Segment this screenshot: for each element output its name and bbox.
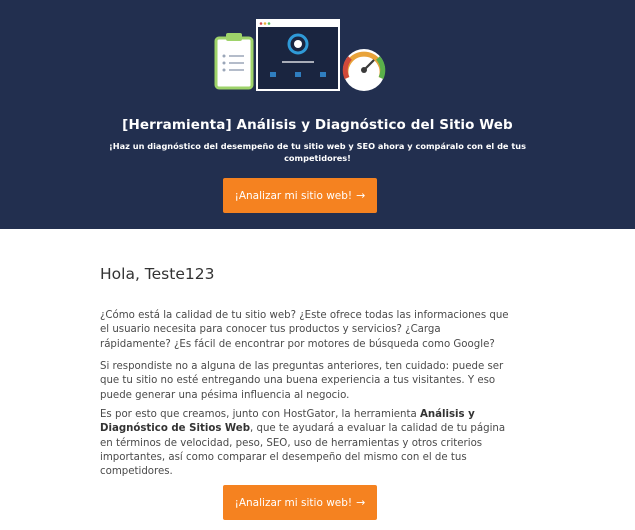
paragraph-2: Si respondiste no a alguna de las preguntas anteriores, ten cuidado: puede ser que tu sitio no esté entregando una buena experiencia a tus visitantes. Y eso puede generar una pésima influencia al negocio.: [100, 361, 504, 401]
speed-gauge-icon: [343, 49, 385, 91]
paragraph-3-intro: Es por esto que creamos, junto con HostGator, la herramienta: [100, 409, 420, 420]
paragraph-3-rest: , que te ayudará a evaluar la calidad de tu página en términos de velocidad, peso, SEO, uso de herramientas y otros criterios importantes, así como comparar el desempeño del mismo con el de tus competidores.: [100, 423, 506, 478]
paragraph-1: ¿Cómo está la calidad de tu sitio web? ¿Este ofrece todas las informaciones que el usuario necesita para conocer tus productos y servicios? ¿Carga rápidamente? ¿Es fácil de encontrar por motores de búsqueda como Google?: [100, 310, 509, 350]
clipboard-icon: [216, 33, 252, 88]
hero-title: [Herramienta] Análisis y Diagnóstico del Sitio Web: [122, 117, 513, 133]
tool-name-highlight: Análisis y Diagnóstico de Sitios Web: [100, 409, 475, 435]
browser-window-icon: [257, 20, 339, 90]
greeting: Hola, Teste123: [100, 265, 215, 283]
hero-subtitle: ¡Haz un diagnóstico del desempeño de tu sitio web y SEO ahora y compáralo con el de tus competidores!: [109, 141, 526, 163]
arrow-right-icon: →: [356, 496, 366, 509]
paragraph-3: [100, 408, 510, 479]
analyze-button-label: ¡Analizar mi sitio web!: [234, 189, 353, 202]
arrow-right-icon: →: [356, 189, 366, 202]
analyze-button-label: ¡Analizar mi sitio web!: [234, 496, 353, 509]
hero-illustration: [212, 18, 392, 98]
analyze-site-button-bottom[interactable]: [223, 485, 377, 520]
hero-banner: [0, 0, 635, 229]
analyze-site-button-top[interactable]: [223, 178, 377, 213]
